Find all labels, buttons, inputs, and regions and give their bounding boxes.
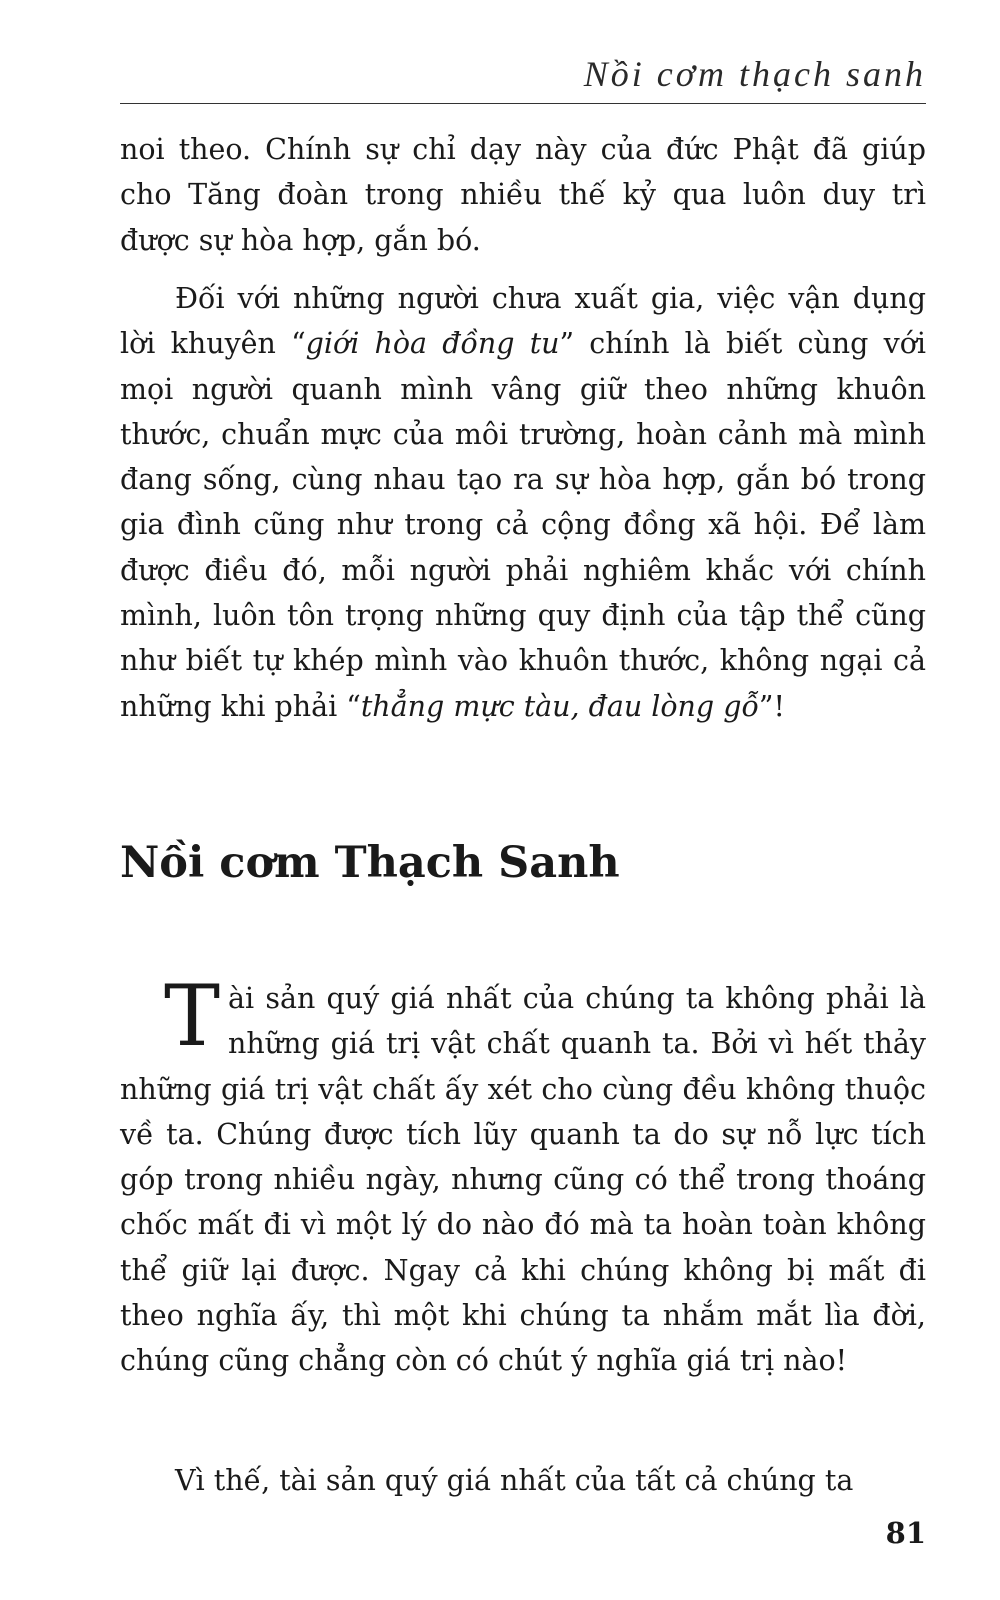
page-number: 81 — [885, 1516, 926, 1550]
paragraph-2-italic-quote-2: thẳng mực tàu, đau lòng gỗ — [360, 689, 759, 723]
paragraph-2-text-c: ”! — [758, 689, 785, 723]
paragraph-3 — [120, 967, 926, 1384]
drop-cap: T — [164, 967, 221, 1065]
paragraph-2-italic-quote-1: giới hòa đồng tu — [305, 327, 560, 361]
paragraph-4: Vì thế, tài sản quý giá nhất của tất cả chúng ta — [175, 1464, 854, 1497]
header-rule — [120, 103, 926, 104]
paragraph-2-text-a: Đối với những người chưa xuất gia, việc vận dụng lời khuyên “ — [120, 282, 926, 361]
paragraph-2-text-b: ” chính là biết cùng với mọi người quanh mình vâng giữ theo những khuôn thước, chuẩn mực của môi trường, hoàn cảnh mà mình đang sống, cùng nhau tạo ra sự hòa hợp, gắn bó trong gia đình cũng như trong cả cộng đồng xã hội. Để làm được điều đó, mỗi người phải nghiêm khắc với chính mình, luôn tôn trọng những quy định của tập thể cũng như biết tự khép mình vào khuôn thước, không ngại cả những khi phải “ — [120, 327, 926, 723]
paragraph-2 — [120, 276, 926, 729]
running-header: Nồi cơm thạch sanh — [583, 54, 926, 94]
paragraph-1: noi theo. Chính sự chỉ dạy này của đức Phật đã giúp cho Tăng đoàn trong nhiều thế kỷ qua luôn duy trì được sự hòa hợp, gắn bó. — [120, 133, 926, 257]
paragraph-3-text: ài sản quý giá nhất của chúng ta không phải là những giá trị vật chất quanh ta. Bởi vì hết thảy những giá trị vật chất ấy xét cho cùng đều không thuộc về ta. Chúng được tích lũy quanh ta do sự nỗ lực tích góp trong nhiều ngày, nhưng cũng có thể trong thoáng chốc mất đi vì một lý do nào đó mà ta hoàn toàn không thể giữ lại được. Ngay cả khi chúng không bị mất đi theo nghĩa ấy, thì một khi chúng ta nhắm mắt lìa đời, chúng cũng chẳng còn có chút ý nghĩa giá trị nào! — [120, 982, 926, 1378]
section-title: Nồi cơm Thạch Sanh — [120, 838, 620, 888]
